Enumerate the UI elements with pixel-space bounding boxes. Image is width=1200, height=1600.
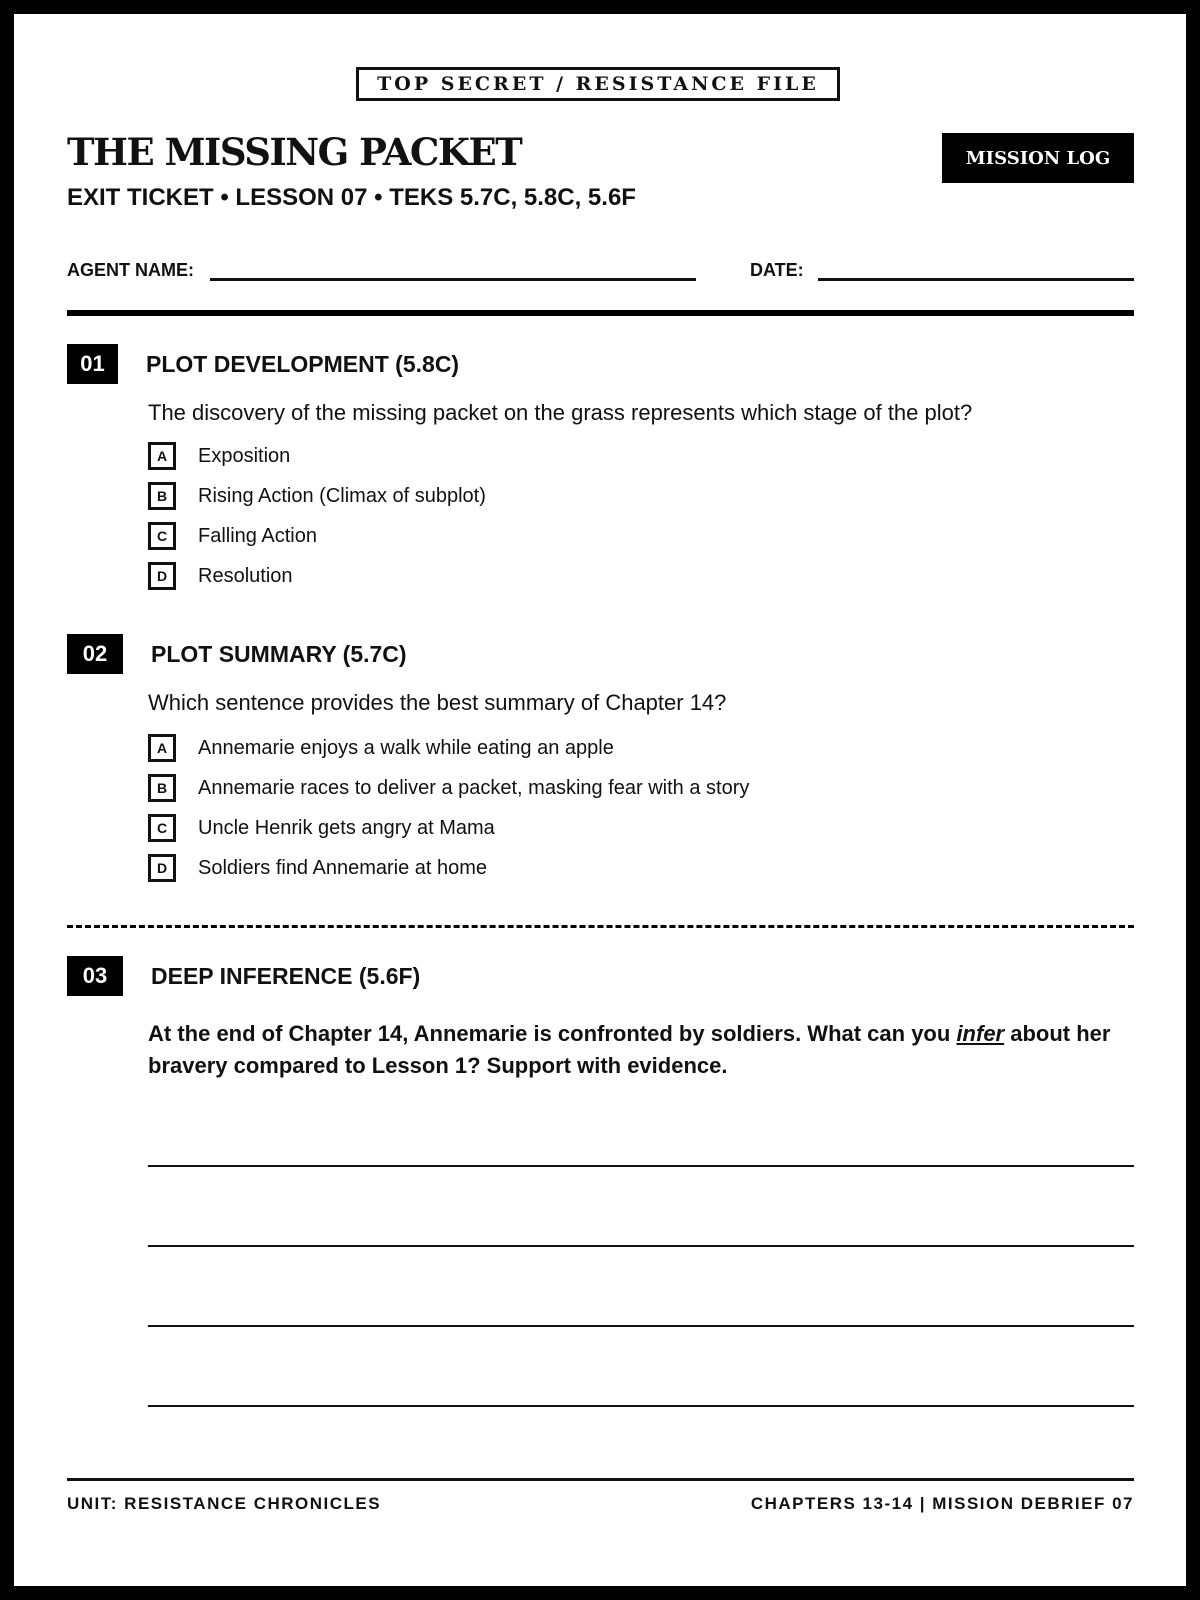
question-prompt xyxy=(148,1018,1138,1082)
agent-name-label: AGENT NAME: xyxy=(67,260,194,280)
prompt-text: At the end of Chapter 14, Annemarie is confronted by soldiers. What can you xyxy=(148,1021,957,1046)
question-number: 01 xyxy=(67,344,118,384)
answer-choice[interactable] xyxy=(148,520,317,552)
agent-name-field[interactable] xyxy=(210,278,696,281)
question-heading: DEEP INFERENCE (5.6F) xyxy=(151,963,421,989)
exit-ticket-page xyxy=(14,14,1186,1586)
choice-text: Uncle Henrik gets angry at Mama xyxy=(198,816,495,839)
page-title: THE MISSING PACKET xyxy=(67,130,522,174)
answer-choice[interactable] xyxy=(148,812,495,844)
section-divider xyxy=(67,925,1134,928)
answer-choice[interactable] xyxy=(148,852,487,884)
answer-line[interactable] xyxy=(148,1405,1134,1407)
choice-text: Soldiers find Annemarie at home xyxy=(198,856,488,879)
choice-text: Annemarie races to deliver a packet, masking fear with a story xyxy=(198,776,750,799)
choice-text: Resolution xyxy=(198,564,293,587)
prompt-text: about her bravery compared to Lesson 1? Support with evidence. xyxy=(148,1021,1111,1078)
answer-choice[interactable] xyxy=(148,560,293,592)
top-secret-stamp: TOP SECRET / RESISTANCE FILE xyxy=(356,67,840,101)
answer-choice[interactable] xyxy=(148,772,749,804)
choice-letter-box[interactable]: C xyxy=(148,814,176,842)
question-prompt: The discovery of the missing packet on the grass represents which stage of the plot? xyxy=(148,400,973,425)
choice-letter-box[interactable]: C xyxy=(148,522,176,550)
choice-letter-box[interactable]: B xyxy=(148,482,176,510)
mission-log-button[interactable]: MISSION LOG xyxy=(942,133,1134,183)
question-prompt: Which sentence provides the best summary of Chapter 14? xyxy=(148,690,727,715)
footer-divider xyxy=(67,1478,1134,1481)
answer-line[interactable] xyxy=(148,1245,1134,1247)
choice-letter-box[interactable]: D xyxy=(148,562,176,590)
answer-line[interactable] xyxy=(148,1325,1134,1327)
choice-letter-box[interactable]: A xyxy=(148,442,176,470)
answer-choice[interactable] xyxy=(148,732,614,764)
answer-line[interactable] xyxy=(148,1165,1134,1167)
answer-choice[interactable] xyxy=(148,440,290,472)
footer-chapters: CHAPTERS 13-14 | MISSION DEBRIEF 07 xyxy=(750,1494,1134,1513)
choice-text: Rising Action (Climax of subplot) xyxy=(198,484,486,507)
choice-text: Exposition xyxy=(198,444,291,467)
footer-unit: UNIT: RESISTANCE CHRONICLES xyxy=(67,1494,382,1513)
header-divider xyxy=(67,310,1134,316)
answer-choice[interactable] xyxy=(148,480,486,512)
choice-letter-box[interactable]: D xyxy=(148,854,176,882)
question-number: 02 xyxy=(67,634,123,674)
page-subtitle: EXIT TICKET • LESSON 07 • TEKS 5.7C, 5.8C, 5.6F xyxy=(67,184,636,211)
choice-letter-box[interactable]: B xyxy=(148,774,176,802)
choice-text: Falling Action xyxy=(198,524,317,547)
question-heading: PLOT DEVELOPMENT (5.8C) xyxy=(146,351,460,377)
date-label: DATE: xyxy=(750,260,804,280)
prompt-emphasis: infer xyxy=(956,1021,1005,1046)
question-number: 03 xyxy=(67,956,123,996)
question-heading: PLOT SUMMARY (5.7C) xyxy=(151,641,407,667)
choice-letter-box[interactable]: A xyxy=(148,734,176,762)
choice-text: Annemarie enjoys a walk while eating an apple xyxy=(198,736,614,759)
date-field[interactable] xyxy=(818,278,1134,281)
